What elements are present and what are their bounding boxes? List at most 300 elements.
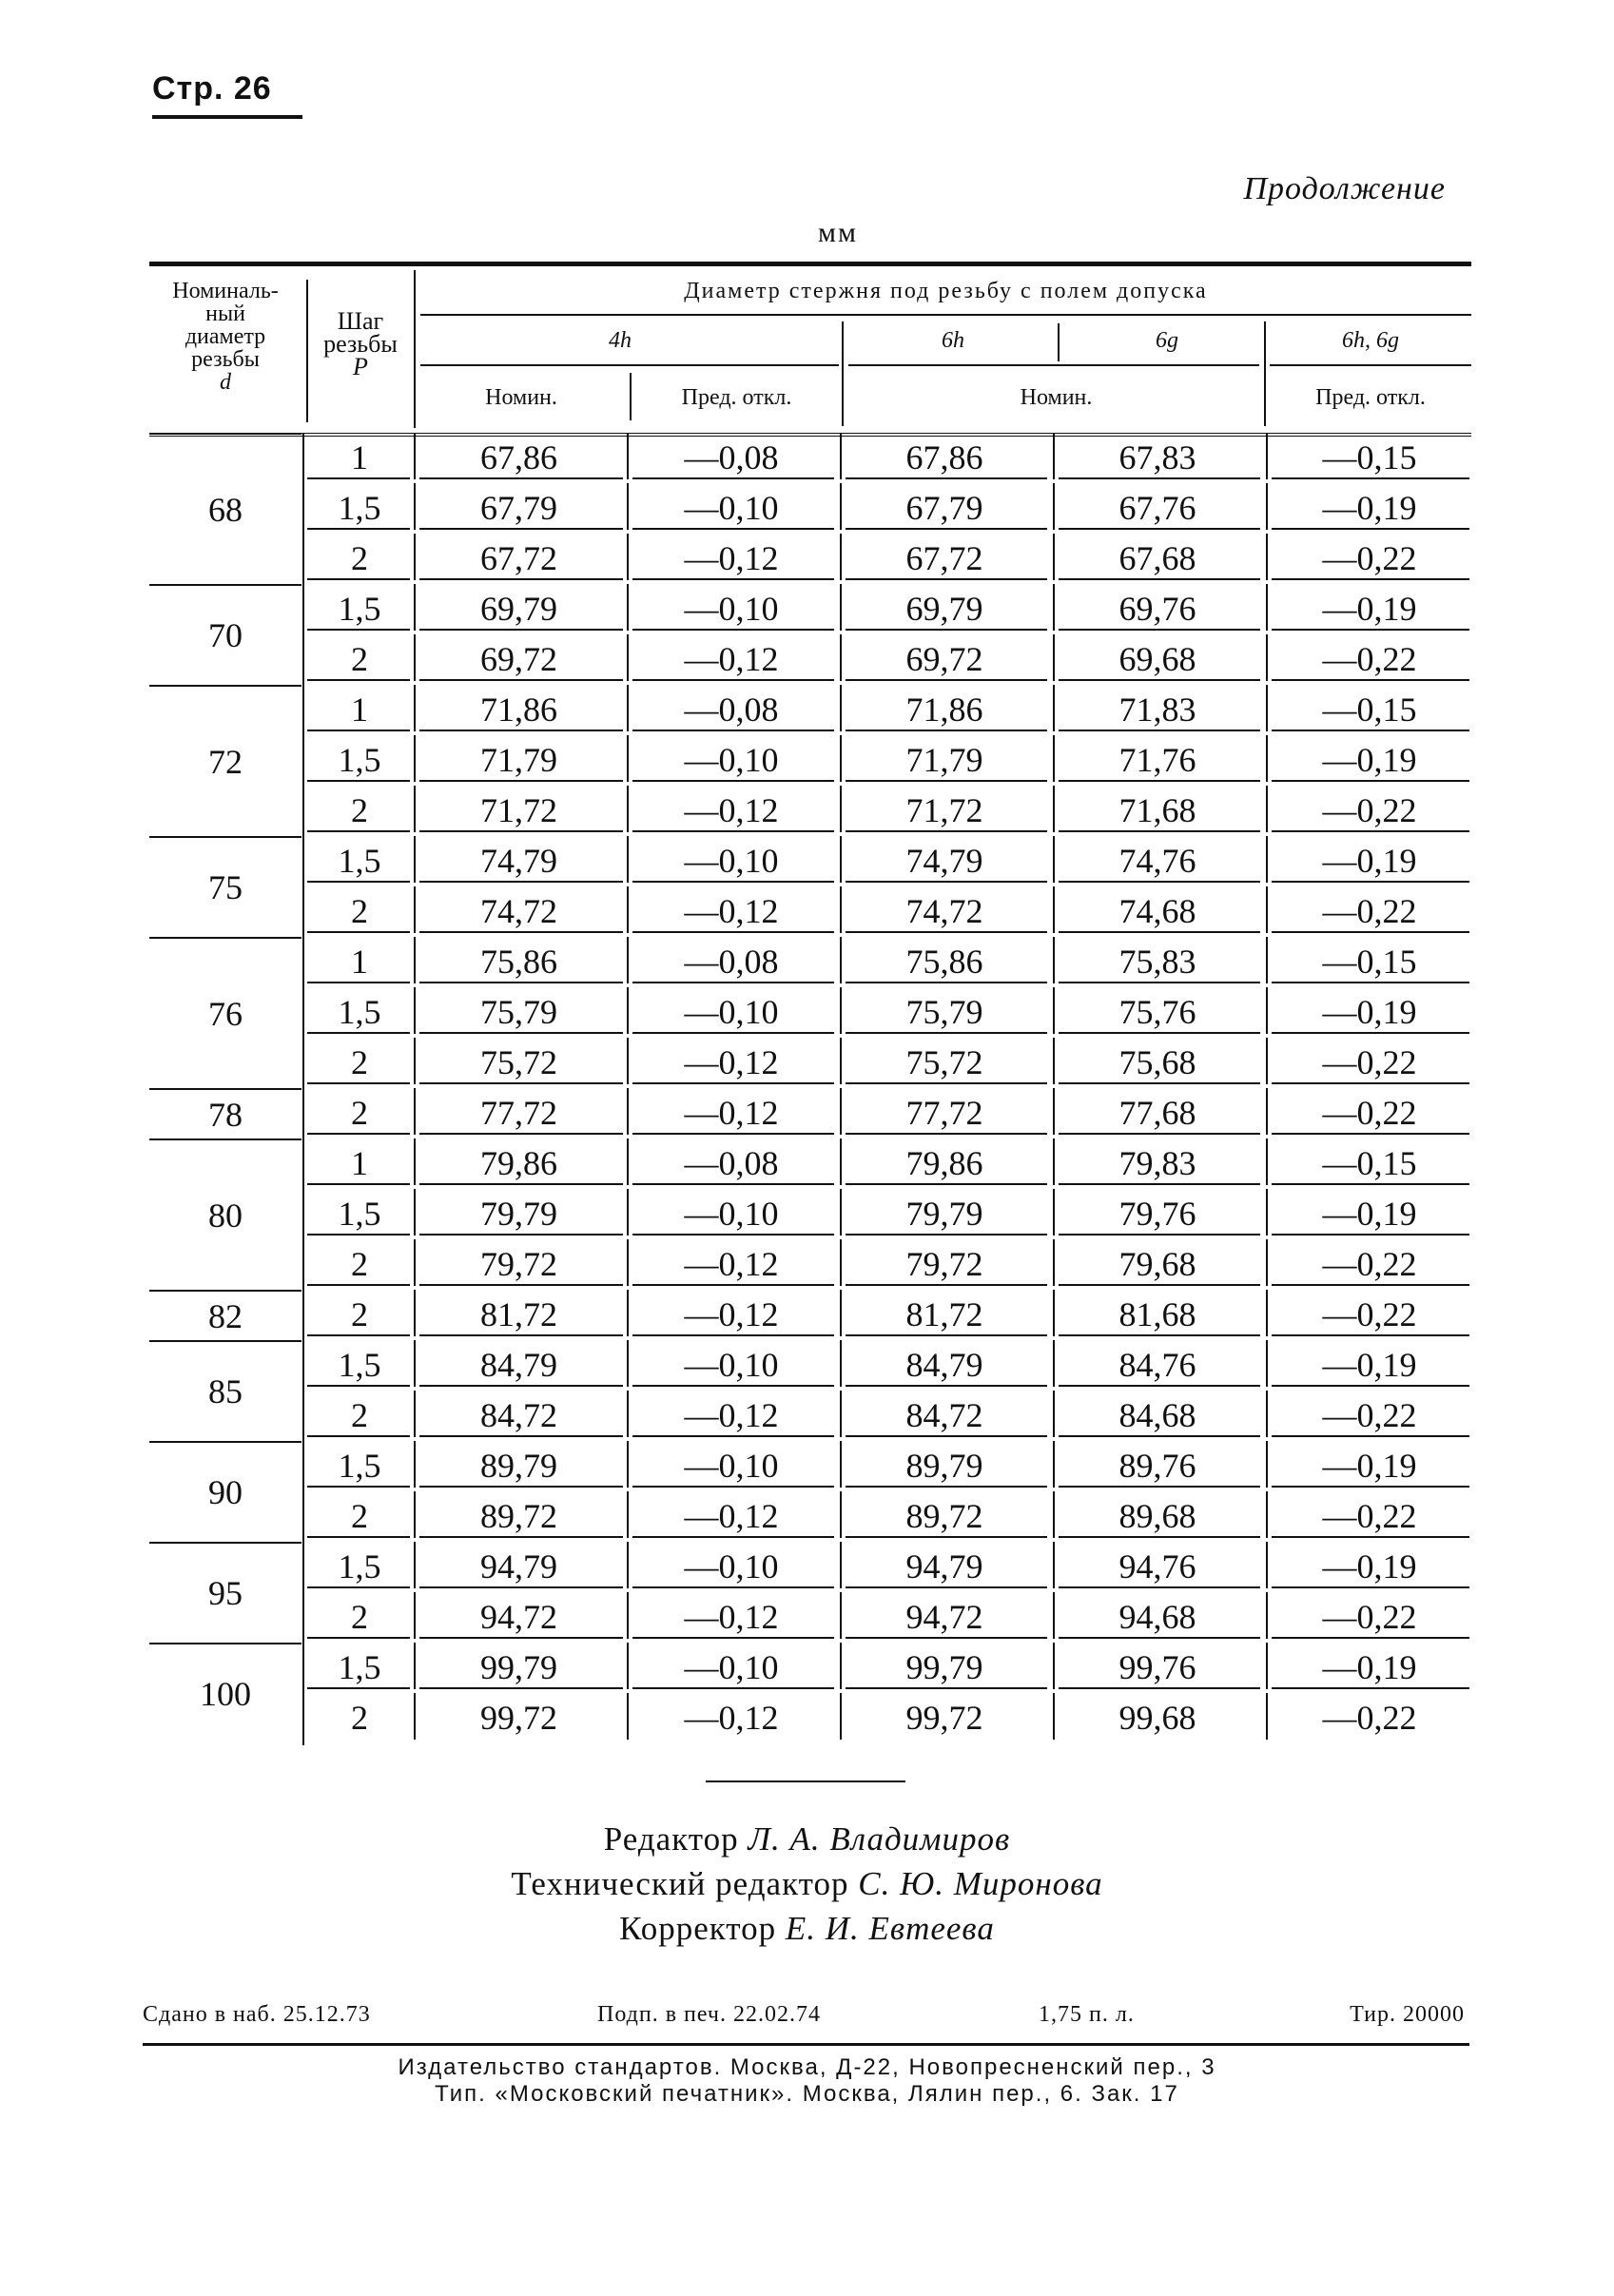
deviation-4h-cell: —0,12 (684, 1699, 779, 1737)
header-nomin-6h6g: Номин. (1020, 385, 1093, 410)
cell-rule (307, 679, 410, 681)
deviation-4h-cell: —0,12 (684, 1043, 779, 1081)
deviation-6h6g-cell: —0,22 (1322, 1245, 1417, 1283)
cell-rule (846, 730, 1047, 731)
deviation-4h-cell: —0,12 (684, 1396, 779, 1434)
cell-rule (846, 1133, 1047, 1135)
cell-rule (307, 931, 410, 933)
cell-rule (632, 982, 834, 983)
cell-rule (1059, 1234, 1260, 1236)
cell-rule (632, 528, 834, 530)
nominal-4h-cell: 84,79 (480, 1346, 557, 1384)
nominal-6h-cell: 94,79 (905, 1547, 983, 1586)
deviation-6h6g-cell: —0,22 (1322, 1043, 1417, 1081)
deviation-6h6g-cell: —0,19 (1322, 590, 1417, 628)
cell-rule (419, 528, 623, 530)
nominal-6g-cell: 84,76 (1118, 1346, 1196, 1384)
column-rule (414, 836, 416, 883)
cell-rule (1272, 1687, 1469, 1689)
cell-rule (632, 1234, 834, 1236)
column-rule (1266, 1542, 1268, 1588)
cell-rule (419, 1032, 623, 1034)
header-dev-6h6g: Пред. откл. (1315, 385, 1426, 410)
cell-rule (1059, 679, 1260, 681)
cell-rule (846, 982, 1047, 983)
nominal-4h-cell: 99,72 (480, 1699, 557, 1737)
cell-rule (846, 1234, 1047, 1236)
column-rule (414, 1088, 416, 1135)
column-rule (1053, 1693, 1055, 1740)
imprint-sheets: 1,75 п. л. (1039, 2002, 1135, 2027)
column-rule (840, 1340, 842, 1387)
cell-rule (846, 780, 1047, 782)
nominal-6g-cell: 81,68 (1118, 1295, 1196, 1333)
column-rule (840, 1491, 842, 1538)
nominal-6h-cell: 89,79 (905, 1447, 983, 1485)
column-rule (1266, 836, 1268, 883)
cell-rule (846, 1032, 1047, 1034)
cell-rule (1059, 1536, 1260, 1538)
cell-rule (846, 1183, 1047, 1185)
cell-rule (1272, 730, 1469, 731)
nominal-6g-cell: 71,76 (1118, 741, 1196, 779)
nominal-6g-cell: 75,76 (1118, 993, 1196, 1031)
nominal-6h-cell: 84,72 (905, 1396, 983, 1434)
deviation-4h-cell: —0,12 (684, 1094, 779, 1132)
cell-rule (419, 1687, 623, 1689)
diameter-value: 95 (208, 1574, 243, 1612)
nominal-6h-cell: 69,72 (905, 640, 983, 678)
nominal-6g-cell: 79,83 (1118, 1144, 1196, 1182)
cell-rule (632, 1385, 834, 1387)
column-rule (414, 886, 416, 933)
column-rule (840, 584, 842, 631)
nominal-4h-cell: 67,79 (480, 489, 557, 527)
table-row (149, 1290, 1471, 1340)
cell-rule (846, 1334, 1047, 1336)
column-rule (627, 1038, 629, 1084)
unit-label: мм (818, 217, 858, 248)
credit-name: Л. А. Владимиров (748, 1820, 1011, 1858)
column-rule (1266, 1693, 1268, 1740)
cell-rule (1059, 881, 1260, 883)
column-rule (840, 1290, 842, 1336)
column-rule (627, 584, 629, 631)
column-rule (1053, 1290, 1055, 1336)
nominal-6h-cell: 99,72 (905, 1699, 983, 1737)
nominal-6g-cell: 94,68 (1118, 1598, 1196, 1636)
cell-rule (1059, 780, 1260, 782)
diameter-value: 85 (208, 1372, 243, 1411)
nominal-6h-cell: 75,72 (905, 1043, 983, 1081)
cell-rule (632, 1486, 834, 1488)
nominal-6g-cell: 77,68 (1118, 1094, 1196, 1132)
cell-rule (419, 578, 623, 580)
column-rule (414, 987, 416, 1034)
table-header (149, 262, 1471, 437)
column-rule (414, 1592, 416, 1639)
column-rule (627, 1138, 629, 1185)
diameter-value: 75 (208, 868, 243, 906)
credit-corrector (0, 1906, 1614, 1951)
column-rule (414, 1138, 416, 1185)
deviation-4h-cell: —0,08 (684, 691, 779, 729)
pitch-cell: 1,5 (338, 590, 381, 628)
credit-tech-editor (0, 1861, 1614, 1906)
cell-rule (307, 528, 410, 530)
column-rule (1266, 1592, 1268, 1639)
column-rule (1266, 735, 1268, 782)
nominal-4h-cell: 81,72 (480, 1295, 557, 1333)
cell-rule (1272, 881, 1469, 883)
pitch-cell: 1,5 (338, 1648, 381, 1686)
cell-rule (846, 1385, 1047, 1387)
column-rule (840, 886, 842, 933)
column-rule (840, 1391, 842, 1437)
imprint-rule (143, 2043, 1469, 2046)
cell-rule (307, 1284, 410, 1286)
deviation-6h6g-cell: —0,19 (1322, 993, 1417, 1031)
column-rule (840, 1592, 842, 1639)
column-rule (1053, 1138, 1055, 1185)
cell-rule (846, 1586, 1047, 1588)
cell-rule (846, 528, 1047, 530)
column-rule (414, 483, 416, 530)
cell-rule (307, 477, 410, 479)
diameter-value: 70 (208, 616, 243, 654)
column-rule (627, 786, 629, 832)
deviation-4h-cell: —0,10 (684, 1195, 779, 1233)
nominal-4h-cell: 79,79 (480, 1195, 557, 1233)
nominal-6h-cell: 74,72 (905, 892, 983, 930)
header-text: резьбы (191, 347, 260, 372)
column-rule (840, 987, 842, 1034)
column-rule (840, 1441, 842, 1488)
table-row (149, 1441, 1471, 1491)
continuation-label: Продолжение (1243, 171, 1446, 206)
column-rule (1266, 1038, 1268, 1084)
table-row (149, 735, 1471, 786)
column-rule (840, 433, 842, 479)
deviation-6h6g-cell: —0,22 (1322, 539, 1417, 577)
separator-line (706, 1780, 905, 1782)
cell-rule (1272, 1334, 1469, 1336)
cell-rule (632, 679, 834, 681)
column-rule (1053, 685, 1055, 731)
imprint-sent: Сдано в наб. 25.12.73 (143, 2002, 371, 2027)
deviation-6h6g-cell: —0,19 (1322, 741, 1417, 779)
table-row (149, 433, 1471, 483)
deviation-4h-cell: —0,08 (684, 438, 779, 477)
nominal-4h-cell: 74,79 (480, 842, 557, 880)
column-rule (627, 534, 629, 580)
column-rule (1053, 1340, 1055, 1387)
nominal-4h-cell: 71,72 (480, 791, 557, 829)
cell-rule (419, 1234, 623, 1236)
column-rule (414, 685, 416, 731)
column-rule (1266, 685, 1268, 731)
deviation-6h6g-cell: —0,19 (1322, 489, 1417, 527)
column-rule (840, 735, 842, 782)
cell-rule (1059, 1586, 1260, 1588)
column-rule (1053, 735, 1055, 782)
column-rule (840, 1038, 842, 1084)
table-row (149, 1491, 1471, 1542)
pitch-cell: 2 (351, 1598, 368, 1636)
cell-rule (846, 477, 1047, 479)
nominal-6h-cell: 71,86 (905, 691, 983, 729)
column-rule (414, 735, 416, 782)
imprint-signed: Подп. в печ. 22.02.74 (597, 2002, 821, 2027)
cell-rule (632, 1586, 834, 1588)
nominal-6h-cell: 79,72 (905, 1245, 983, 1283)
deviation-6h6g-cell: —0,15 (1322, 691, 1417, 729)
nominal-6h-cell: 74,79 (905, 842, 983, 880)
cell-rule (1272, 931, 1469, 933)
cell-rule (307, 1486, 410, 1488)
header-tol-4h: 4h (609, 328, 632, 353)
nominal-6h-cell: 99,79 (905, 1648, 983, 1686)
header-tol-6h-6g: 6h, 6g (1342, 328, 1399, 353)
cell-rule (1059, 629, 1260, 631)
cell-rule (307, 1435, 410, 1437)
cell-rule (1059, 730, 1260, 731)
nominal-6g-cell: 79,68 (1118, 1245, 1196, 1283)
cell-rule (1059, 1284, 1260, 1286)
column-rule (1053, 534, 1055, 580)
column-rule (840, 1138, 842, 1185)
table-row (149, 483, 1471, 534)
column-rule (414, 1038, 416, 1084)
deviation-4h-cell: —0,12 (684, 1245, 779, 1283)
column-rule (1053, 634, 1055, 681)
credit-name: Е. И. Евтеева (785, 1910, 995, 1947)
credit-name: С. Ю. Миронова (858, 1865, 1103, 1902)
cell-rule (632, 1334, 834, 1336)
nominal-6h-cell: 67,72 (905, 539, 983, 577)
cell-rule (419, 477, 623, 479)
cell-rule (846, 1687, 1047, 1689)
nominal-6g-cell: 71,68 (1118, 791, 1196, 829)
header-text: ный (205, 302, 245, 326)
nominal-6h-cell: 69,79 (905, 590, 983, 628)
column-rule (414, 937, 416, 983)
cell-rule (846, 1284, 1047, 1286)
deviation-6h6g-cell: —0,19 (1322, 842, 1417, 880)
diameter-value: 82 (208, 1296, 243, 1335)
deviation-6h6g-cell: —0,15 (1322, 943, 1417, 981)
deviation-6h6g-cell: —0,22 (1322, 1598, 1417, 1636)
deviation-6h6g-cell: —0,22 (1322, 1396, 1417, 1434)
column-rule (627, 886, 629, 933)
column-rule (1266, 987, 1268, 1034)
nominal-4h-cell: 67,86 (480, 438, 557, 477)
credit-editor (0, 1817, 1614, 1861)
diameter-value: 76 (208, 994, 243, 1033)
nominal-4h-cell: 84,72 (480, 1396, 557, 1434)
cell-rule (632, 1082, 834, 1084)
deviation-4h-cell: —0,10 (684, 993, 779, 1031)
diameter-value: 78 (208, 1095, 243, 1134)
nominal-6h-cell: 94,72 (905, 1598, 983, 1636)
cell-rule (419, 1082, 623, 1084)
table-row (149, 685, 1471, 735)
column-rule (840, 1643, 842, 1689)
nominal-6h-cell: 89,72 (905, 1497, 983, 1535)
cell-rule (307, 1082, 410, 1084)
table-row (149, 584, 1471, 634)
pitch-cell: 1 (351, 438, 368, 477)
deviation-6h6g-cell: —0,22 (1322, 1295, 1417, 1333)
cell-rule (307, 578, 410, 580)
nominal-4h-cell: 71,79 (480, 741, 557, 779)
table-row (149, 1693, 1471, 1743)
diameter-value: 68 (208, 490, 243, 529)
deviation-4h-cell: —0,10 (684, 741, 779, 779)
publisher-block (0, 2054, 1614, 2108)
pitch-cell: 1 (351, 691, 368, 729)
cell-rule (1272, 477, 1469, 479)
pitch-cell: 1,5 (338, 993, 381, 1031)
column-rule (840, 685, 842, 731)
table-row (149, 1391, 1471, 1441)
credit-role: Технический редактор (511, 1865, 849, 1902)
column-rule (1266, 1189, 1268, 1236)
deviation-6h6g-cell: —0,15 (1322, 1144, 1417, 1182)
cell-rule (307, 1385, 410, 1387)
header-text: P (353, 353, 368, 380)
column-rule (414, 1340, 416, 1387)
header-text: Шаг (337, 307, 384, 335)
pitch-cell: 2 (351, 1295, 368, 1333)
deviation-4h-cell: —0,12 (684, 791, 779, 829)
column-rule (627, 483, 629, 530)
cell-rule (419, 881, 623, 883)
cell-rule (419, 1435, 623, 1437)
deviation-4h-cell: —0,12 (684, 1295, 779, 1333)
cell-rule (307, 1183, 410, 1185)
cell-rule (1059, 1183, 1260, 1185)
pitch-cell: 2 (351, 539, 368, 577)
header-tol-6h: 6h (942, 328, 964, 353)
column-rule (840, 634, 842, 681)
column-rule (1053, 786, 1055, 832)
cell-rule (307, 780, 410, 782)
cell-rule (419, 679, 623, 681)
column-rule (414, 534, 416, 580)
cell-rule (846, 1435, 1047, 1437)
cell-rule (307, 1687, 410, 1689)
cell-rule (1059, 1334, 1260, 1336)
column-rule (1053, 987, 1055, 1034)
table-row (149, 937, 1471, 987)
nominal-6h-cell: 79,86 (905, 1144, 983, 1182)
cell-rule (1272, 1385, 1469, 1387)
column-rule (1266, 886, 1268, 933)
pitch-cell: 1 (351, 1144, 368, 1182)
cell-rule (1272, 780, 1469, 782)
table-row (149, 1542, 1471, 1592)
column-rule (1266, 534, 1268, 580)
deviation-6h6g-cell: —0,22 (1322, 1497, 1417, 1535)
deviation-4h-cell: —0,10 (684, 489, 779, 527)
cell-rule (632, 578, 834, 580)
table-row (149, 1643, 1471, 1693)
cell-rule (632, 1183, 834, 1185)
cell-rule (1059, 1385, 1260, 1387)
deviation-6h6g-cell: —0,15 (1322, 438, 1417, 477)
nominal-6g-cell: 89,68 (1118, 1497, 1196, 1535)
column-rule (1266, 1088, 1268, 1135)
diameter-value: 90 (208, 1473, 243, 1511)
diameter-value: 100 (200, 1675, 251, 1713)
column-rule (840, 1189, 842, 1236)
nominal-6h-cell: 75,79 (905, 993, 983, 1031)
pitch-cell: 2 (351, 1497, 368, 1535)
column-rule (414, 786, 416, 832)
column-rule (627, 1592, 629, 1639)
cell-rule (419, 1334, 623, 1336)
column-rule (627, 1290, 629, 1336)
header-text: Номиналь- (172, 279, 279, 303)
cell-rule (307, 1536, 410, 1538)
pitch-cell: 2 (351, 1245, 368, 1283)
header-text: резьбы (323, 330, 398, 358)
cell-rule (419, 830, 623, 832)
nominal-4h-cell: 94,72 (480, 1598, 557, 1636)
pitch-cell: 2 (351, 1396, 368, 1434)
cell-rule (419, 982, 623, 983)
header-tol-6g: 6g (1156, 328, 1178, 353)
deviation-6h6g-cell: —0,19 (1322, 1447, 1417, 1485)
pitch-cell: 2 (351, 791, 368, 829)
deviation-4h-cell: —0,12 (684, 1598, 779, 1636)
nominal-6g-cell: 79,76 (1118, 1195, 1196, 1233)
deviation-6h6g-cell: —0,22 (1322, 1094, 1417, 1132)
cell-rule (846, 1536, 1047, 1538)
column-rule (840, 1693, 842, 1740)
table-row (149, 1038, 1471, 1088)
nominal-4h-cell: 75,79 (480, 993, 557, 1031)
nominal-6h-cell: 67,79 (905, 489, 983, 527)
pitch-cell: 1,5 (338, 1447, 381, 1485)
nominal-4h-cell: 69,72 (480, 640, 557, 678)
nominal-6g-cell: 75,83 (1118, 943, 1196, 981)
column-rule (414, 433, 416, 479)
deviation-6h6g-cell: —0,19 (1322, 1346, 1417, 1384)
cell-rule (1272, 528, 1469, 530)
cell-rule (1059, 982, 1260, 983)
cell-rule (419, 931, 623, 933)
column-rule (414, 1290, 416, 1336)
column-rule (840, 836, 842, 883)
cell-rule (419, 1586, 623, 1588)
column-rule (1266, 1239, 1268, 1286)
cell-rule (419, 1536, 623, 1538)
cell-rule (1059, 578, 1260, 580)
cell-rule (307, 830, 410, 832)
cell-rule (419, 1385, 623, 1387)
cell-rule (1059, 1133, 1260, 1135)
credit-role: Корректор (619, 1910, 777, 1947)
header-nomin-4h: Номин. (485, 385, 557, 410)
cell-rule (1059, 1687, 1260, 1689)
column-rule (1266, 1138, 1268, 1185)
cell-rule (1059, 1637, 1260, 1639)
header-text: диаметр (185, 324, 266, 349)
table-row (149, 1239, 1471, 1290)
cell-rule (307, 982, 410, 983)
